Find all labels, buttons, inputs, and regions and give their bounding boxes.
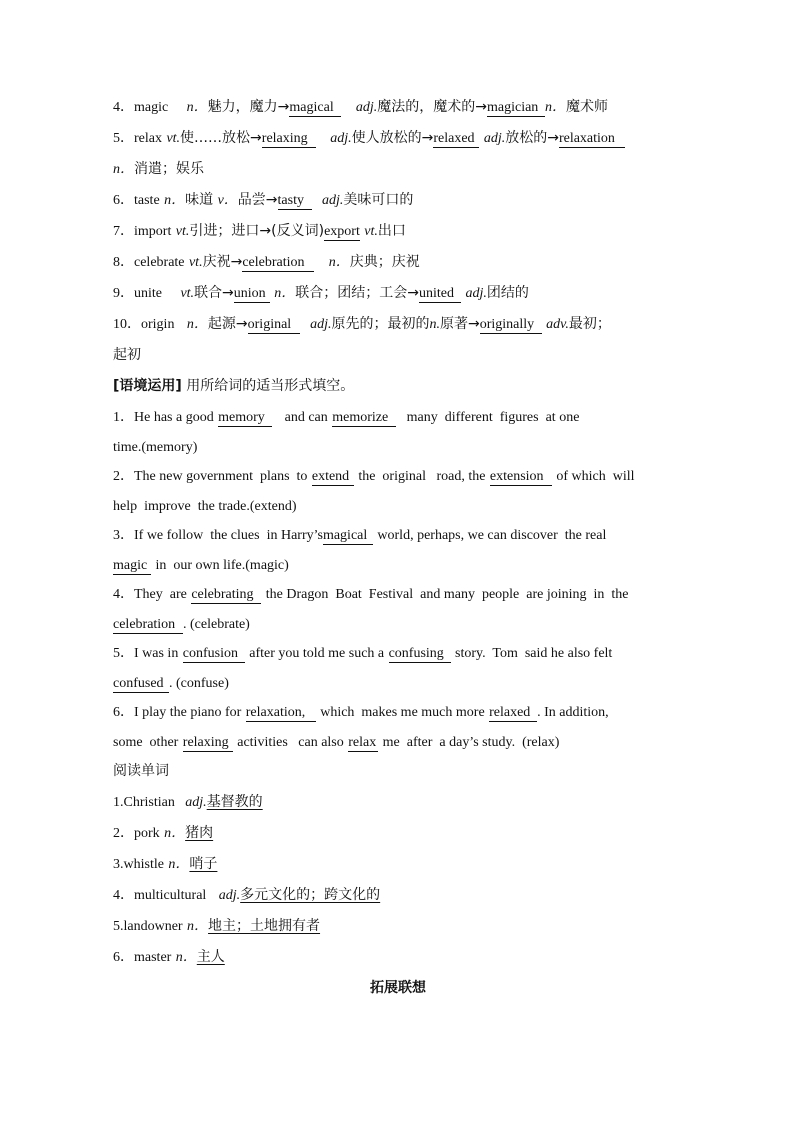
answer-blank: original: [248, 317, 300, 334]
answer-blank: relaxation: [559, 131, 625, 148]
vocab-item-celebrate: 8．celebrate vt.庆祝→celebration n．庆典；庆祝: [113, 254, 420, 270]
sentence-1: 1．He has a good memory and can memorize many different figures at one: [113, 410, 580, 425]
answer-blank: relaxing: [262, 131, 316, 148]
vocab-item-unite: 9．unite vt.联合→union n．联合；团结；工会→united adj.团结的: [113, 285, 529, 301]
vocab-item-origin-cont: 起初: [113, 347, 141, 363]
answer-blank: union: [234, 286, 270, 303]
vocab-item-origin: 10．origin n．起源→original adj.原先的；最初的n.原著→originally adv.最初；: [113, 316, 611, 332]
sentence-3-cont: magic in our own life.(magic): [113, 558, 289, 573]
vocab-item-import: 7．import vt.引进；进口→(反义词)export vt.出口: [113, 223, 406, 239]
sentence-5: 5．I was in confusion after you told me such a confusing story. Tom said he also felt: [113, 646, 613, 661]
answer-blank: confusion: [183, 646, 245, 663]
answer-blank: relaxed: [433, 131, 479, 148]
sentence-6-cont: some other relaxing activities can also relax me after a day’s study. (relax): [113, 735, 560, 750]
answer-blank: tasty: [278, 193, 312, 210]
sentence-4: 4．They are celebrating the Dragon Boat Festival and many people are joining in the: [113, 587, 629, 602]
vocab-item-magic: 4．magic n．魅力，魔力→magical adj.魔法的，魔术的→magician n．魔术师: [113, 99, 608, 115]
reading-item: 6．master n．主人: [113, 949, 225, 965]
answer-blank: magical: [289, 100, 341, 117]
reading-item: 5.landowner n．地主；土地拥有者: [113, 918, 321, 934]
answer-blank: relaxed: [489, 705, 537, 722]
answer-blank: magical: [323, 528, 373, 545]
answer-blank: memorize: [332, 410, 396, 427]
answer-blank: magic: [113, 558, 151, 575]
sentence-2: 2．The new government plans to extend the original road, the extension of which will: [113, 469, 635, 484]
answer-blank: extension: [490, 469, 552, 486]
answer-blank: confusing: [389, 646, 451, 663]
sentence-6: 6．I play the piano for relaxation, which makes me much more relaxed . In addition,: [113, 705, 609, 720]
document-page: [113, 92, 683, 1004]
answer-blank: relaxation,: [246, 705, 316, 722]
answer-blank: extend: [312, 469, 354, 486]
reading-item: 3.whistle n．哨子: [113, 856, 218, 872]
sentence-3: 3．If we follow the clues in Harry’smagical world, perhaps, we can discover the real: [113, 528, 607, 543]
section-heading: [语境运用]: [113, 378, 182, 394]
sentence-2-cont: help improve the trade.(extend): [113, 499, 297, 514]
section-heading: 阅读单词: [113, 763, 169, 779]
answer-blank: memory: [218, 410, 272, 427]
answer-blank: relaxing: [183, 735, 233, 752]
answer-blank: united: [419, 286, 461, 303]
context-heading: [语境运用] 用所给词的适当形式填空。: [113, 378, 355, 394]
reading-heading: [113, 756, 683, 787]
reading-item: 2．pork n．猪肉: [113, 825, 214, 841]
reading-item: 4．multicultural adj.多元文化的；跨文化的: [113, 887, 381, 903]
vocab-item-relax: 5．relax vt.使……放松→relaxing adj.使人放松的→relaxed adj.放松的→relaxation: [113, 123, 683, 154]
sentence-4-cont: celebration . (celebrate): [113, 617, 250, 632]
answer-blank: originally: [480, 317, 542, 334]
reading-item: 1.Christian adj.基督教的: [113, 794, 263, 810]
vocab-item-taste: 6．taste n．味道 v．品尝→tasty adj.美味可口的: [113, 192, 414, 208]
sentence-1-cont: time.(memory): [113, 440, 198, 455]
answer-blank: relax: [348, 735, 378, 752]
answer-blank: celebrating: [191, 587, 261, 604]
answer-blank: confused: [113, 676, 169, 693]
vocab-item-relax-cont: n．消遣；娱乐: [113, 161, 204, 177]
answer-blank: export: [324, 224, 360, 239]
sentence-5-cont: confused . (confuse): [113, 676, 229, 691]
answer-blank: magician: [487, 100, 545, 117]
answer-blank: celebration: [113, 617, 183, 634]
answer-blank: celebration: [242, 255, 314, 272]
section-title: 拓展联想: [370, 980, 426, 996]
